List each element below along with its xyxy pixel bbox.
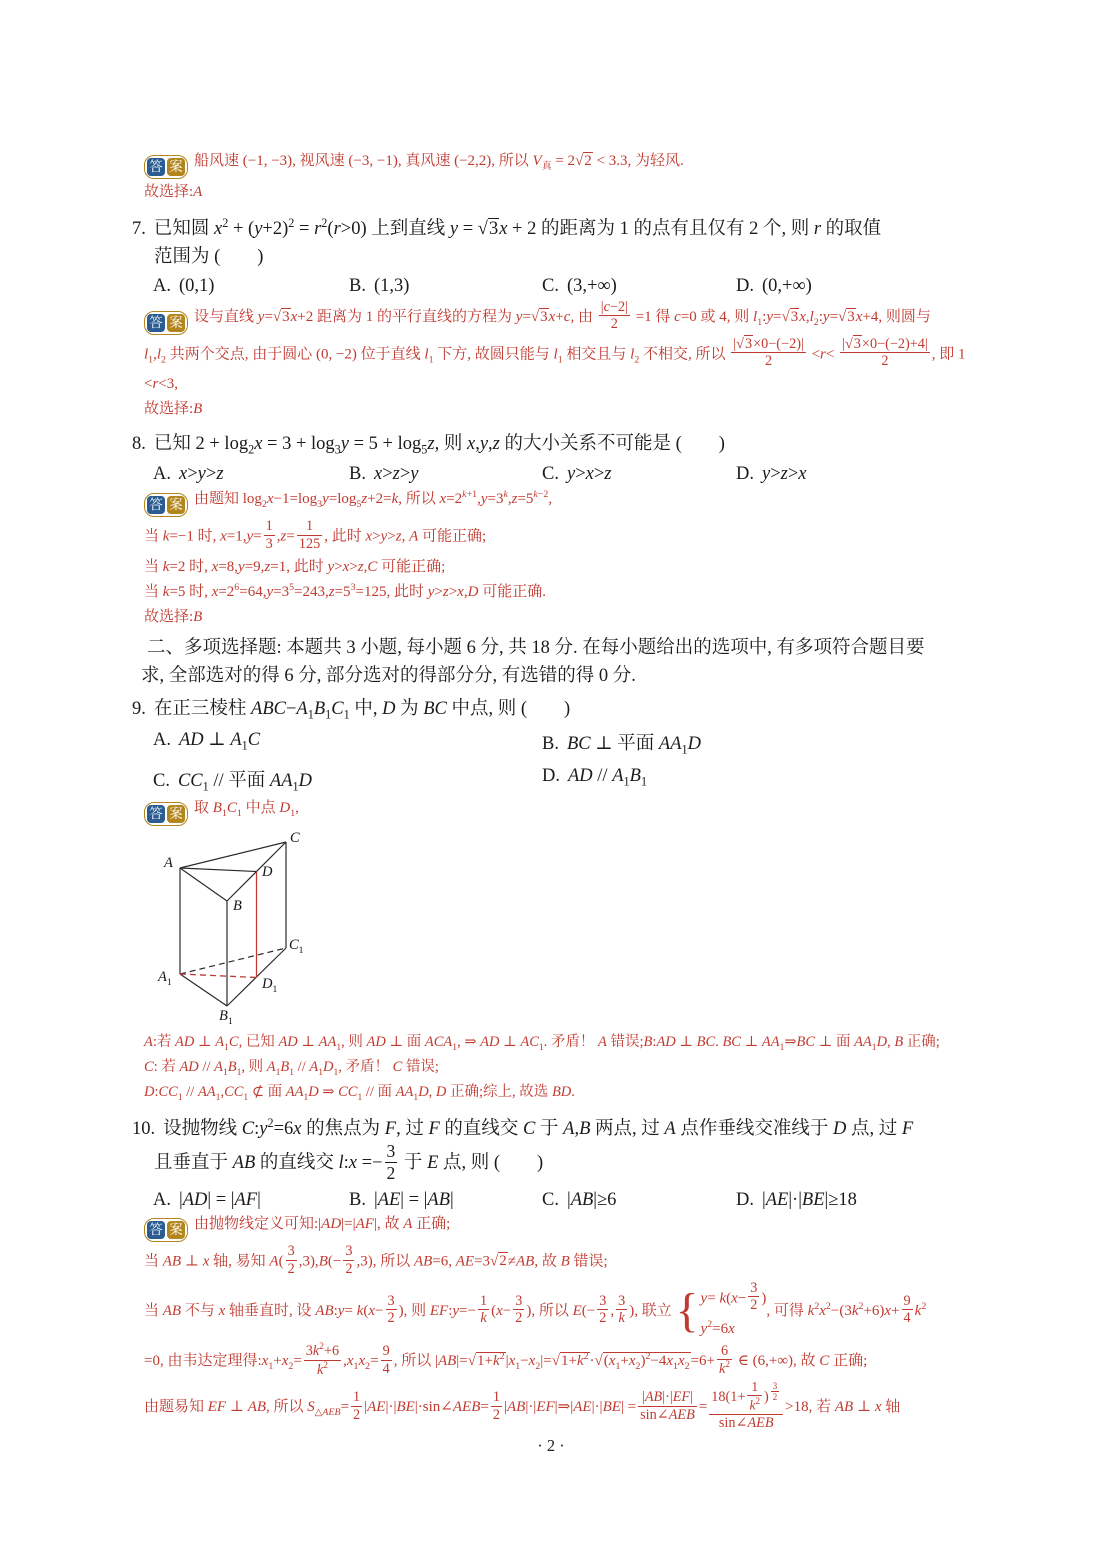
option-d: D. (0,+∞) [736, 276, 812, 297]
answer-text: <r<3, [144, 376, 179, 393]
option-b: B. BC ⊥ 平面 $AA_1D$ [542, 734, 701, 758]
question-stem: 在正三棱柱 $ABC-A_1B_1C_1$ 中, D 为 BC 中点, 则 ( ) [153, 699, 571, 723]
option-a: A. |AD| = |AF| [153, 1189, 261, 1210]
vertex-label-c1: $C_1$ [289, 936, 304, 956]
answer-choice: 故选择:B [144, 609, 203, 626]
answer-text: 设与直线 y=√3x+2 距离为 1 的平行直线的方程为 y=√3x+c, 由 $\frac{|c-2|}{2}$ =1 得 c=0 或 4, 则 $l_1:y=√3x,l_2:y=√3x+4$, 则圆与 [194, 298, 931, 333]
option-b: B. (1,3) [349, 276, 410, 297]
answer-badge: 答 案 [144, 311, 188, 335]
option-a: A. (0,1) [153, 276, 215, 297]
prism-figure [158, 829, 328, 1030]
answer-block-q7 [144, 300, 977, 421]
option-a: A. x>y>z [153, 463, 224, 484]
answer-block-q9 [144, 798, 977, 1106]
question-8 [132, 431, 977, 629]
system-brace: { [675, 1283, 699, 1337]
question-number: 7. [132, 218, 146, 239]
question-7 [132, 214, 977, 421]
vertex-label-b: B [233, 897, 242, 914]
section-heading-line: 求, 全部选对的得 6 分, 部分选对的得部分分, 有选错的得 0 分. [141, 665, 636, 686]
question-number: 10. [132, 1118, 156, 1139]
options-row [132, 1190, 977, 1211]
answer-text: 当 k=−1 时, x=1,y= $\frac{1}{3}$ ,z= $\frac{1}{125}$ , 此时 x>y>z, A 可能正确; [144, 518, 487, 552]
vertex-label-a: A [164, 854, 173, 871]
answer-text: 当 AB 不与 x 轴垂直时, 设 AB:y= k(x− $\frac{3}{2}$ ), 则 EF:y=− $\frac{1}{k}$ (x− $\frac{3}{2}$ ), 所以 E(− $\frac{3}{2}$ , $\frac{3}{k}$ ), 联立 { y= k(x− $\frac{3}{2}$ ) $y^2=6x$ , 可得 $k^2x^2-(3k^2+6)x+$ $\frac{9}{4}$ $k^2$ [144, 1282, 977, 1342]
option-b: B. |AE| = |AB| [349, 1189, 454, 1210]
answer-badge: 答 案 [144, 493, 188, 517]
question-stem: 已知圆 $x^2 + (y+2)^2 = r^2(r>0)$ 上到直线 y = √3x + 2 的距离为 1 的点有且仅有 2 个, 则 r 的取值 [153, 215, 882, 239]
answer-text: 由抛物线定义可知:|AD|=|AF|, 故 A 正确; [194, 1215, 451, 1232]
vertex-label-d1: $D_1$ [262, 975, 278, 995]
analysis-text: C: 若 AD // $A_1B_1$, 则 $A_1B_1 // A_1D_1$, 矛盾！ C 错误; [144, 1059, 439, 1078]
page-content [132, 148, 977, 1436]
answer-choice: 故选择:B [144, 401, 203, 418]
vertex-label-b1: $B_1$ [219, 1007, 233, 1027]
option-c: C. $CC_1$ // 平面 $AA_1D$ [153, 771, 313, 794]
page-number: · 2 · [537, 1436, 565, 1455]
option-c: C. |AB|≥6 [542, 1189, 617, 1210]
option-b: B. x>z>y [349, 463, 419, 484]
vertex-label-d: D [262, 863, 273, 880]
answer-text: 当 k=2 时, x=8,y=9,z=1, 此时 y>x>z,C 可能正确; [144, 558, 446, 575]
answer-badge: 答 案 [144, 1218, 188, 1242]
options-grid [132, 729, 977, 794]
section-heading-line: 二、多项选择题: 本题共 3 小题, 每小题 6 分, 共 18 分. 在每小题给出的选项中, 有多项符合题目要 [147, 637, 925, 658]
section-2-heading [132, 635, 977, 691]
option-c: C. (3,+∞) [542, 276, 617, 297]
analysis-text: $D:CC_1 // AA_1,CC_1$ ⊄ 面 $AA_1D$ ⇒ $CC_1$ // 面 $AA_1D$, D 正确;综上, 故选 BD. [144, 1084, 575, 1104]
question-9 [132, 696, 977, 1105]
answer-text: =0, 由韦达定理得$:x_1+x_2=$ $\frac{3k^2+6}{k^2}$ $,x_1x_2=$ $\frac{9}{4}$ , 所以 $|AB|=√1+k^2|x_1-x_2|=√1+k^2\cdot√(x_1+x_2)^2-4x_1x_2=6+$ $\frac{6}{k^2}$ ∈ (6,+∞), 故 C 正确; [144, 1342, 868, 1378]
answer-badge: 答 案 [144, 802, 188, 826]
question-stem: 已知 $2 + \log_2x = 3 + \log_3y = 5 + \log_5z$, 则 x,y,z 的大小关系不可能是 ( ) [153, 433, 725, 457]
answer-block-q6 [144, 151, 977, 204]
q6-answer-text: 船风速 (−1, −3), 视风速 (−3, −1), 真风速 (−2,2), 所以 $V_真 = 2√2 < 3.3$, 为轻风. [194, 153, 684, 172]
vertex-label-a1: $A_1$ [158, 968, 172, 988]
answer-badge [144, 155, 188, 179]
equation-system: { y= k(x− $\frac{3}{2}$ ) $y^2=6x$ [675, 1279, 767, 1338]
answer-text: $l_1,l_2$ 共两个交点, 由于圆心 (0, −2) 位于直线 $l_1$ 下方, 故圆只能与 $l_1$ 相交且与 $l_2$ 不相交, 所以 $\frac{|√3\times 0-(-2)|}{2}$ <r< $\frac{|√3\times 0-(-2)+4|}{2}$ , 即 1 [144, 336, 966, 370]
answer-text: 取 $B_1C_1$ 中点 $D_1$, [194, 799, 299, 819]
answer-text: 当 AB ⊥ x 轴, 易知 A( $\frac{3}{2}$ ,3),B(− $\frac{3}{2}$ ,3), 所以 AB=6, AE=3√2≠AB, 故 B 错误; [144, 1243, 608, 1277]
question-stem: 设抛物线 $C:y^2=6x$ 的焦点为 F, 过 F 的直线交 C 于 A,B 两点, 过 A 点作垂线交准线于 D 点, 过 F [163, 1115, 914, 1139]
question-number: 8. [132, 433, 146, 454]
options-row [132, 464, 977, 485]
question-number: 9. [132, 699, 146, 720]
option-d: D. |AE|·|BE|≥18 [736, 1189, 857, 1210]
options-row [132, 276, 977, 297]
prism-drawing [158, 829, 328, 1030]
answer-text: 由题易知 EF ⊥ AB, 所以 $S_{\triangle AEB}=$ $\frac{1}{2}$ |AE|·|BE|·sin∠AEB= $\frac{1}{2}$ |AB|·|EF|⇒|AE|·|BE| = |AB|·|EF| sin∠AEB = 18(1+ $\frac{1}{k^2}$ ) $^{\frac{3}{2}}$ sin∠AEB >18, 若 AB ⊥ x 轴 [144, 1379, 901, 1432]
answer-text: 当 k=5 时, $x=2^6=64,y=3^5=243,z=5^3=125$, 此时 y>z>x,D 可能正确. [144, 582, 546, 601]
answer-block-q10 [144, 1214, 977, 1433]
option-d: D. AD // $A_1B_1$ [542, 766, 648, 789]
badge-char-an: 案 [167, 158, 185, 176]
q6-answer-choice: 故选择:A [144, 184, 203, 200]
option-d: D. y>z>x [736, 463, 807, 484]
vertex-label-c: C [290, 829, 300, 846]
option-a: A. AD ⊥ $A_1C$ [153, 730, 261, 754]
question-stem-cont: 范围为 ( ) [154, 246, 264, 267]
option-c: C. y>x>z [542, 463, 612, 484]
analysis-text: A:若 AD ⊥ $A_1C$, 已知 AD ⊥ $AA_1$, 则 AD ⊥ 面 $ACA_1$, ⇒ AD ⊥ $AC_1$. 矛盾！ A 错误;B:AD ⊥ BC. BC ⊥ $AA_1\Rightarrow BC$ ⊥ 面 $AA_1D$, B 正确; [144, 1033, 940, 1053]
answer-block-q8 [144, 488, 977, 629]
answer-text: 由题知 $\log_2x-1=\log_3y=\log_5z+2=k$, 所以 $x=2^{k+1},y=3^k,z=5^{k-2}$, [194, 488, 553, 510]
question-stem-cont: 且垂直于 AB 的直线交 l:x =− $\frac{3}{2}$ 于 E 点, 则 ( ) [154, 1141, 544, 1183]
badge-char-da: 答 [147, 158, 165, 176]
question-10 [132, 1114, 977, 1434]
